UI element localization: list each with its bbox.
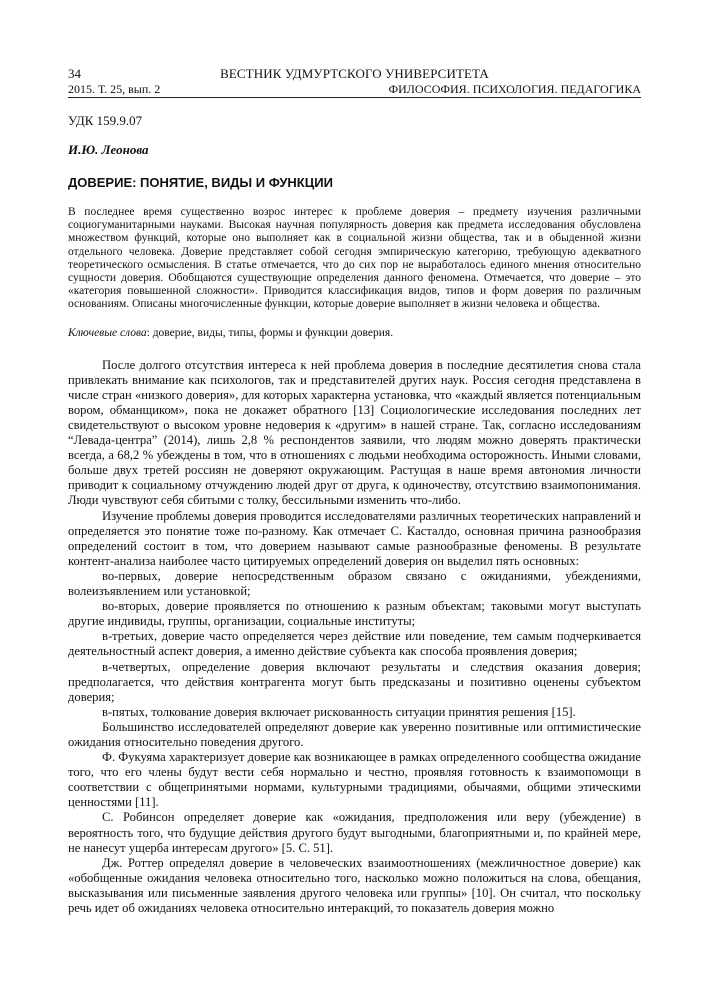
keywords xyxy=(68,326,641,340)
series-title: ФИЛОСОФИЯ. ПСИХОЛОГИЯ. ПЕДАГОГИКА xyxy=(388,82,641,96)
keywords-label: Ключевые слова xyxy=(68,326,147,339)
body-paragraph: Изучение проблемы доверия проводится исследователями различных теоретических направлений и определяется это понятие тоже по-разному. Как отмечает С. Касталдо, основная причина разнообразия определений состоит в том, что доверием называют самые разнообразные феномены. В результате контент-анализа наиболее часто цитируемых определений доверия он выделил пять основных: xyxy=(68,508,641,568)
page-number: 34 xyxy=(68,66,81,81)
udc-code: УДК 159.9.07 xyxy=(68,113,143,128)
body-list-item: в-третьих, доверие часто определяется через действие или поведение, тем самым подчеркивается деятельностный аспект доверия, а именно действие субъекта как способа проявления доверия; xyxy=(68,629,641,659)
author-name: И.Ю. Леонова xyxy=(68,142,149,157)
journal-page xyxy=(68,66,641,916)
body-list-item: во-вторых, доверие проявляется по отношению к разным объектам; таковыми могут выступать другие индивиды, группы, организации, социальные институты; xyxy=(68,599,641,629)
journal-title: ВЕСТНИК УДМУРТСКОГО УНИВЕРСИТЕТА xyxy=(220,66,489,81)
abstract: В последнее время существенно возрос интерес к проблеме доверия – предмету изучения различными социогуманитарными науками. Высокая научная популярность доверия как предмета исследования обусловлена множеством функций, которые оно выполняет как в социальной жизни общества, так и в обыденной жизни отдельного человека. Доверие представляет собой сегодня эмпирическую категорию, требующую адекватного теоретического осмысления. В статье отмечается, что до сих пор не выработалось единого мнения относительно сущности доверия. Обобщаются существующие определения данного феномена. Отмечается, что доверие – это «категория повышенной сложности». Приводится классификация видов, типов и форм доверия по различным основаниям. Описаны многочисленные функции, которые доверие выполняет в жизни человека и общества. xyxy=(68,206,641,311)
issue-info: 2015. Т. 25, вып. 2 xyxy=(68,82,161,96)
body-paragraph: Дж. Роттер определял доверие в человеческих взаимоотношениях (межличностное доверие) как «обобщенные ожидания человека относительно того, насколько можно положиться на слова, обещания, высказывания или письменные заявления другого человека или группы» [10]. Он считал, что поскольку речь идет об ожиданиях человека относительно интеракций, то показатель доверия можно xyxy=(68,855,641,915)
body-list-item: в-пятых, толкование доверия включает рискованность ситуации принятия решения [15]. xyxy=(102,704,576,719)
body-paragraph: С. Робинсон определяет доверие как «ожидания, предположения или веру (убеждение) в вероятность того, что будущие действия другого будут выгодными, благоприятными и, по крайней мере, не нанесут ущерба интересам другого» [5. С. 51]. xyxy=(68,810,641,855)
issue-header xyxy=(68,82,641,98)
body-list-item: во-первых, доверие непосредственным образом связано с ожиданиями, убеждениями, волеизъявлением или установкой; xyxy=(68,568,641,599)
body-paragraph: Большинство исследователей определяют доверие как уверенно позитивные или оптимистические ожидания относительно поведения другого. xyxy=(68,719,641,749)
article-body xyxy=(68,358,641,916)
body-paragraph: Ф. Фукуяма характеризует доверие как возникающее в рамках определенного сообщества ожидание того, что его члены будут вести себя нормально и честно, проявляя готовность к взаимопомощи в соответствии с общепринятыми нормами, культурными традициями, обычаями, общими этическими ценностями [11]. xyxy=(68,750,641,810)
running-header xyxy=(68,66,641,82)
article-title: ДОВЕРИЕ: ПОНЯТИЕ, ВИДЫ И ФУНКЦИИ xyxy=(68,175,333,190)
keywords-text: : доверие, виды, типы, формы и функции доверия. xyxy=(146,326,394,339)
body-list-item: в-четвертых, определение доверия включают результаты и следствия оказания доверия; предполагается, что действия контрагента могут быть предсказаны и позитивно оценены субъектом доверия; xyxy=(68,659,641,704)
body-paragraph: После долгого отсутствия интереса к ней проблема доверия в последние десятилетия снова стала привлекать внимание как психологов, так и представителей других наук. Россия сегодня представлена в числе стран «низкого доверия», для которых характерна установка, что «каждый является потенциальным вором, обманщиком», пока не докажет обратного [13] Социологические исследования последних лет свидетельствуют о высоком уровне недоверия к «другим» в нашей стране. Так, согласно исследованиям “Левада-центра” (2014), лишь 2,8 % респондентов заявили, что людям можно доверять практически всегда, а 68,2 % убеждены в том, что в отношениях с людьми необходима осторожность. Иными словами, больше двух третей россиян не доверяют окружающим. Растущая в наше время автономия личности приводит к социальному отчуждению людей друг от друга, к одиночеству, отсутствию взаимопонимания. Люди чувствуют себя сбитыми с толку, бессильными изменить что-либо. xyxy=(68,357,641,508)
